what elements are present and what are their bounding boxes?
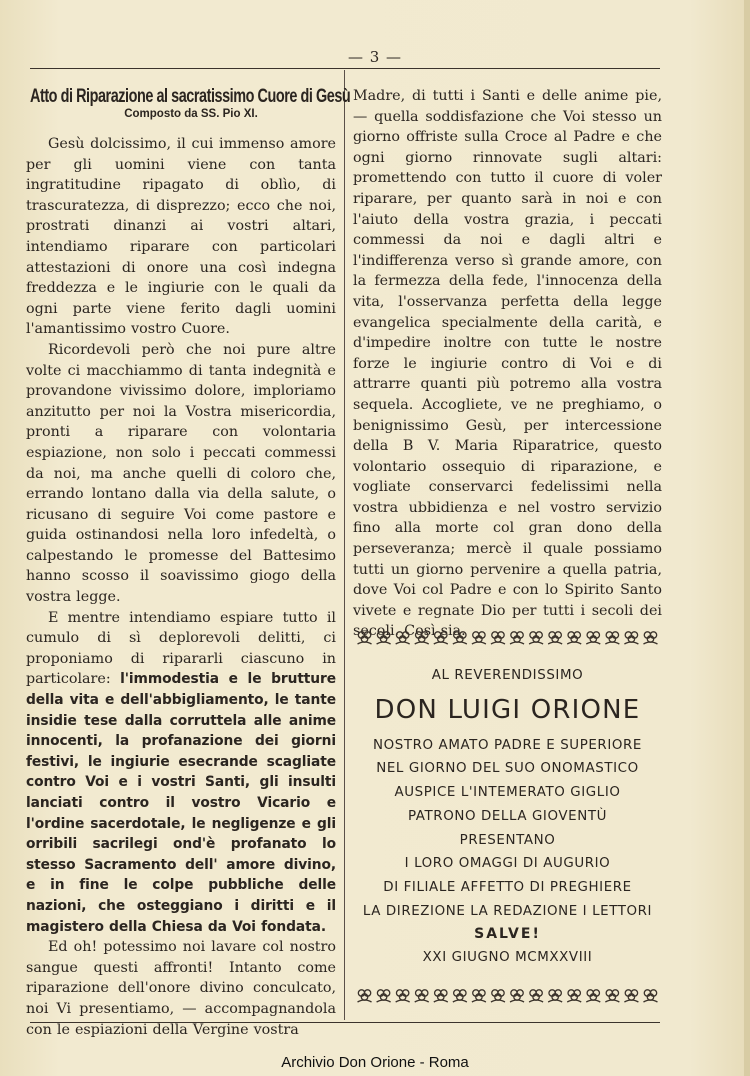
ornament-flower-icon — [529, 990, 543, 1002]
ornament-flower-icon — [434, 990, 448, 1002]
dedication-line-8: DI FILIALE AFFETTO DI PREGHIERE — [383, 879, 632, 895]
left-column — [26, 86, 351, 1040]
paragraph-3-intro: E mentre intendiamo espiare tutto il cumulo di sì deplorevoli delitti, ci proponiamo di ripararli ciascuno in particolare: — [26, 609, 336, 688]
dedication-line-7: I LORO OMAGGI DI AUGURIO — [404, 856, 611, 872]
dedication-block — [350, 664, 665, 970]
ornament-flower-icon — [605, 990, 619, 1002]
page-number: — 3 — — [347, 48, 403, 66]
ornament-flower-icon — [358, 632, 372, 644]
dedication-date: XXI GIUGNO MCMXXVIII — [422, 950, 593, 966]
dedication-line-9: LA DIREZIONE LA REDAZIONE I LETTORI — [362, 903, 653, 919]
ornament-flower-icon — [472, 990, 486, 1002]
ornament-flower-icon — [529, 632, 543, 644]
ornament-flower-icon — [567, 990, 581, 1002]
ornament-flower-icon — [415, 632, 429, 644]
top-rule — [30, 68, 660, 69]
ornament-flower-icon — [643, 990, 657, 1002]
right-column — [353, 86, 662, 642]
article-subtitle: Composto da SS. Pio XI. — [124, 108, 258, 120]
ornament-bottom-svg — [355, 984, 660, 1006]
dedication-line-2: NOSTRO AMATO PADRE E SUPERIORE — [373, 737, 642, 753]
dedication-name: DON LUIGI ORIONE — [374, 694, 641, 725]
paragraph-2: Ricordevoli però che noi pure altre volte ci macchiammo di tanta indegnità e provandone vivissimo dolore, imploriamo anzitutto per noi la Vostra misericordia, pronti a riparare con volontaria espiazione, non solo i peccati commessi da noi, ma anche quelli di coloro che, errando lontano dalla via della salute, o ricusano di seguire Voi come pastore e guida ostinandosi nella loro infedeltà, o calpestando le promesse del Battesimo hanno scosso il soavissimo giogo della vostra legge. — [26, 341, 336, 606]
archive-caption: Archivio Don Orione - Roma — [281, 1054, 469, 1071]
ornament-flower-icon — [586, 990, 600, 1002]
paragraph-3 — [26, 608, 336, 938]
ornament-flower-icon — [510, 990, 524, 1002]
ornament-flower-icon — [396, 632, 410, 644]
ornament-top-svg — [355, 626, 660, 648]
dedication-line-1: AL REVERENDISSIMO — [431, 668, 584, 683]
floral-ornament-icon — [355, 626, 660, 648]
ornament-flower-icon — [605, 632, 619, 644]
ornament-flower-icon — [358, 990, 372, 1002]
ornament-flower-icon — [491, 632, 505, 644]
ornament-flower-icon — [510, 632, 524, 644]
bottom-rule — [30, 1022, 660, 1023]
ornament-flower-icon — [453, 632, 467, 644]
article-title: Atto di Riparazione al sacratissimo Cuore di Gesù — [30, 86, 351, 107]
page-edge-shadow — [744, 0, 750, 1076]
ornament-flower-icon — [377, 990, 391, 1002]
ornament-flower-icon — [567, 632, 581, 644]
dedication-salve: SALVE! — [474, 926, 541, 943]
paragraph-5: Madre, di tutti i Santi e delle anime pie, — quella soddisfazione che Voi stesso un giorno offriste sulla Croce al Padre e che ogni giorno rinnovate sugli altari: promettendo con tutto il cuore di voler riparare, per quanto sarà in noi e con l'aiuto della vostra grazia, i peccati commessi da noi e dagli altri e l'indifferenza verso sì grande amore, con la fermezza della fede, l'innocenza della vita, l'osservanza perfetta della legge evangelica specialmente della carità, e d'impedire inoltre con tutte le nostre forze le ingiurie contro di Voi e di attrarre quanti più potremo alla vostra sequela. Accoglietе, ve ne preghiamo, o benignissimo Gesù, per intercessione della B V. Maria Riparatrice, questo volontario ossequio di riparazione, e vogliate conservarci fedelissimi nella vostra ubbidienza e nel vostro servizio fino alla morte col gran dono della perseveranza; mercè il quale possiamo tutti un giorno pervenire a quella patria, dove Voi col Padre e con lo Spirito Santo vivete e regnate Dio per tutti i secoli dei secoli. Così sia. — [353, 88, 662, 640]
ornament-flower-icon — [453, 990, 467, 1002]
ornament-flower-icon — [377, 632, 391, 644]
ornament-flower-icon — [586, 632, 600, 644]
column-divider — [344, 70, 345, 1020]
dedication-line-5: PATRONO DELLA GIOVENTÙ — [407, 808, 608, 824]
dedication-line-3: NEL GIORNO DEL SUO ONOMASTICO — [376, 761, 639, 777]
ornament-flower-icon — [643, 632, 657, 644]
ornament-flower-icon — [415, 990, 429, 1002]
paragraph-1: Gesù dolcissimo, il cui immenso amore per gli uomini viene con tanta ingratitudine ripagato di oblìo, di trascuratezza, di disprezzo; ecco che noi, prostrati dinanzi ai vostri altari, intendiamo riparare con particolari attestazioni di onore una così indegna freddezza e le ingiurie con le quali da ogni parte viene ferito dagli uomini l'amantissimo vostro Cuore. — [26, 136, 336, 338]
ornament-flower-icon — [491, 990, 505, 1002]
ornament-flower-icon — [472, 632, 486, 644]
ornament-flower-icon — [624, 632, 638, 644]
paragraph-4: Ed oh! potessimo noi lavare col nostro sangue questi affronti! Intanto come riparazione dell'onore divino conculcato, noi Vi presentiamo, — accompagnandola con le espiazioni della Vergine vostra — [26, 939, 336, 1038]
ornament-flower-icon — [396, 990, 410, 1002]
ornament-flower-icon — [548, 990, 562, 1002]
floral-ornament-bottom-icon — [355, 984, 660, 1006]
dedication-line-4: AUSPICE L'INTEMERATO GIGLIO — [394, 785, 621, 801]
paragraph-3-bold: l'immodestia e le brutture della vita e dell'abbigliamento, le tante insidie tese dalla corruttela alle anime innocenti, la profanazione dei giorni festivi, le ingiurie esecrande scagliate contro Voi e i vostri Santi, gli insulti lanciati contro il vostro Vicario e l'ordine sacerdotale, le negligenze e gli orribili sacrilegi ond'è profanato lo stesso Sacramento dell' amore divino, e in fine le colpe pubbliche delle nazioni, che osteggiano i diritti e il magistero della Chiesa da Voi fondata. — [26, 671, 336, 935]
ornament-flower-icon — [548, 632, 562, 644]
ornament-flower-icon — [434, 632, 448, 644]
dedication-line-6: PRESENTANO — [459, 832, 556, 848]
ornament-flower-icon — [624, 990, 638, 1002]
